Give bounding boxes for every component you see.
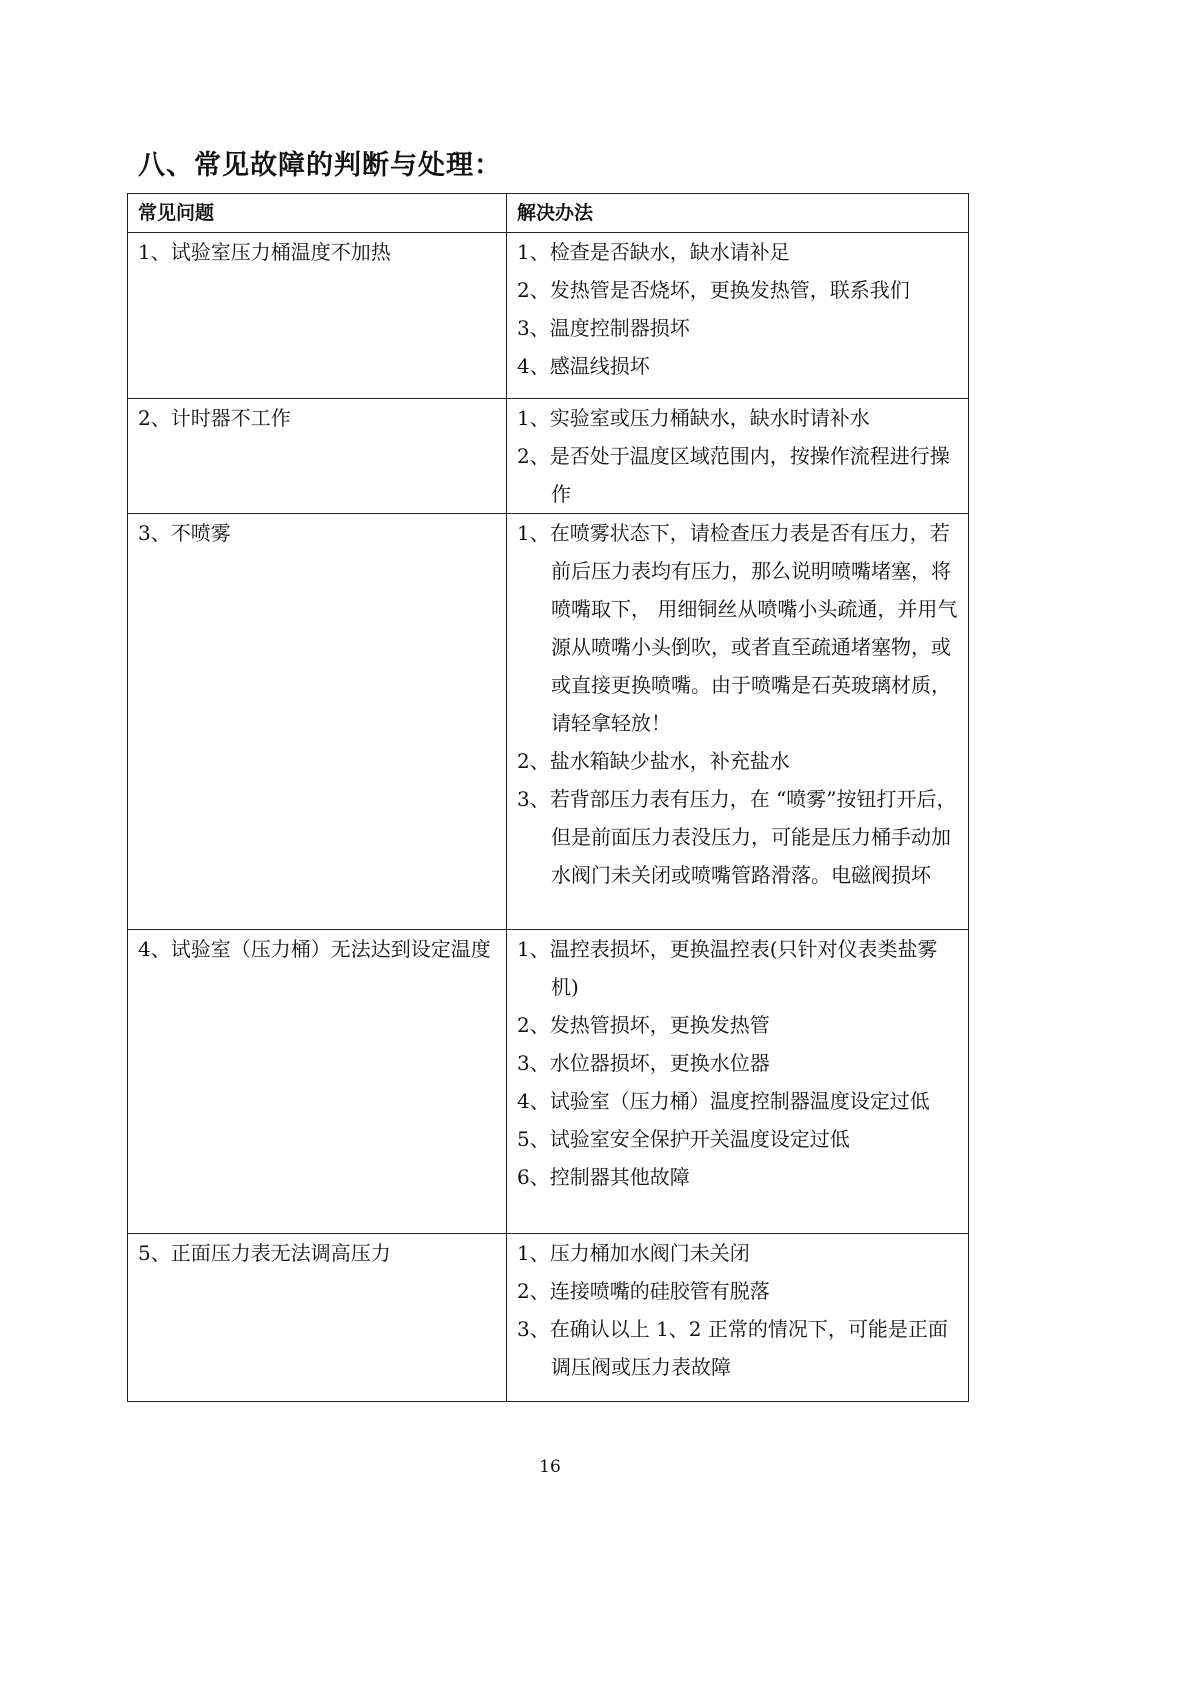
solution-item: 4、感温线损坏: [517, 354, 650, 378]
solution-item: 6、控制器其他故障: [517, 1165, 690, 1189]
solution-item: 2、连接喷嘴的硅胶管有脱落: [517, 1279, 770, 1303]
solution-cell: [507, 930, 969, 1234]
solution-cell: [507, 233, 969, 399]
solution-item: 3、若背部压力表有压力，在 “喷雾”按钮打开后，但是前面压力表没压力，可能是压力桶手动加水阀门未关闭或喷嘴管路滑落。电磁阀损坏: [517, 787, 957, 887]
problem-cell: 2、计时器不工作: [128, 399, 507, 514]
solution-item: 3、温度控制器损坏: [517, 316, 690, 340]
problem-cell: 4、试验室（压力桶）无法达到设定温度: [128, 930, 507, 1234]
solution-cell: [507, 514, 969, 930]
solution-item: 5、试验室安全保护开关温度设定过低: [517, 1127, 850, 1151]
problem-cell: 1、试验室压力桶温度不加热: [128, 233, 507, 399]
solution-cell: [507, 399, 969, 514]
solution-item: 2、发热管损坏，更换发热管: [517, 1013, 770, 1037]
solution-cell: [507, 1234, 969, 1402]
solution-item: 3、水位器损坏，更换水位器: [517, 1051, 770, 1075]
section-title: 八、常见故障的判断与处理：: [138, 150, 502, 181]
solution-item: 1、检查是否缺水，缺水请补足: [517, 240, 790, 264]
header-solution: 解决办法: [507, 194, 969, 233]
troubleshooting-table: [127, 193, 969, 1402]
solution-item: 2、盐水箱缺少盐水，补充盐水: [517, 749, 790, 773]
solution-item: 2、是否处于温度区域范围内，按操作流程进行操作: [517, 444, 950, 506]
table-header-row: [128, 194, 969, 233]
solution-item: 3、在确认以上 1、2 正常的情况下，可能是正面调压阀或压力表故障: [517, 1317, 948, 1379]
solution-item: 4、试验室（压力桶）温度控制器温度设定过低: [517, 1089, 930, 1113]
solution-item: 2、发热管是否烧坏，更换发热管，联系我们: [517, 278, 910, 302]
table-row: [128, 233, 969, 399]
table-row: [128, 514, 969, 930]
table-row: [128, 399, 969, 514]
header-problem: 常见问题: [128, 194, 507, 233]
solution-item: 1、温控表损坏，更换温控表(只针对仪表类盐雾机): [517, 937, 938, 999]
solution-item: 1、在喷雾状态下，请检查压力表是否有压力，若前后压力表均有压力，那么说明喷嘴堵塞，将喷嘴取下， 用细铜丝从喷嘴小头疏通，并用气源从喷嘴小头倒吹，或者直至疏通堵塞物，或或直接更换喷嘴。由于喷嘴是石英玻璃材质，请轻拿轻放！: [517, 521, 958, 735]
table-row: [128, 930, 969, 1234]
solution-item: 1、压力桶加水阀门未关闭: [517, 1241, 750, 1265]
problem-cell: 5、正面压力表无法调高压力: [128, 1234, 507, 1402]
table-row: [128, 1234, 969, 1402]
page-number: 16: [539, 1457, 561, 1477]
solution-item: 1、实验室或压力桶缺水，缺水时请补水: [517, 406, 870, 430]
problem-cell: 3、不喷雾: [128, 514, 507, 930]
